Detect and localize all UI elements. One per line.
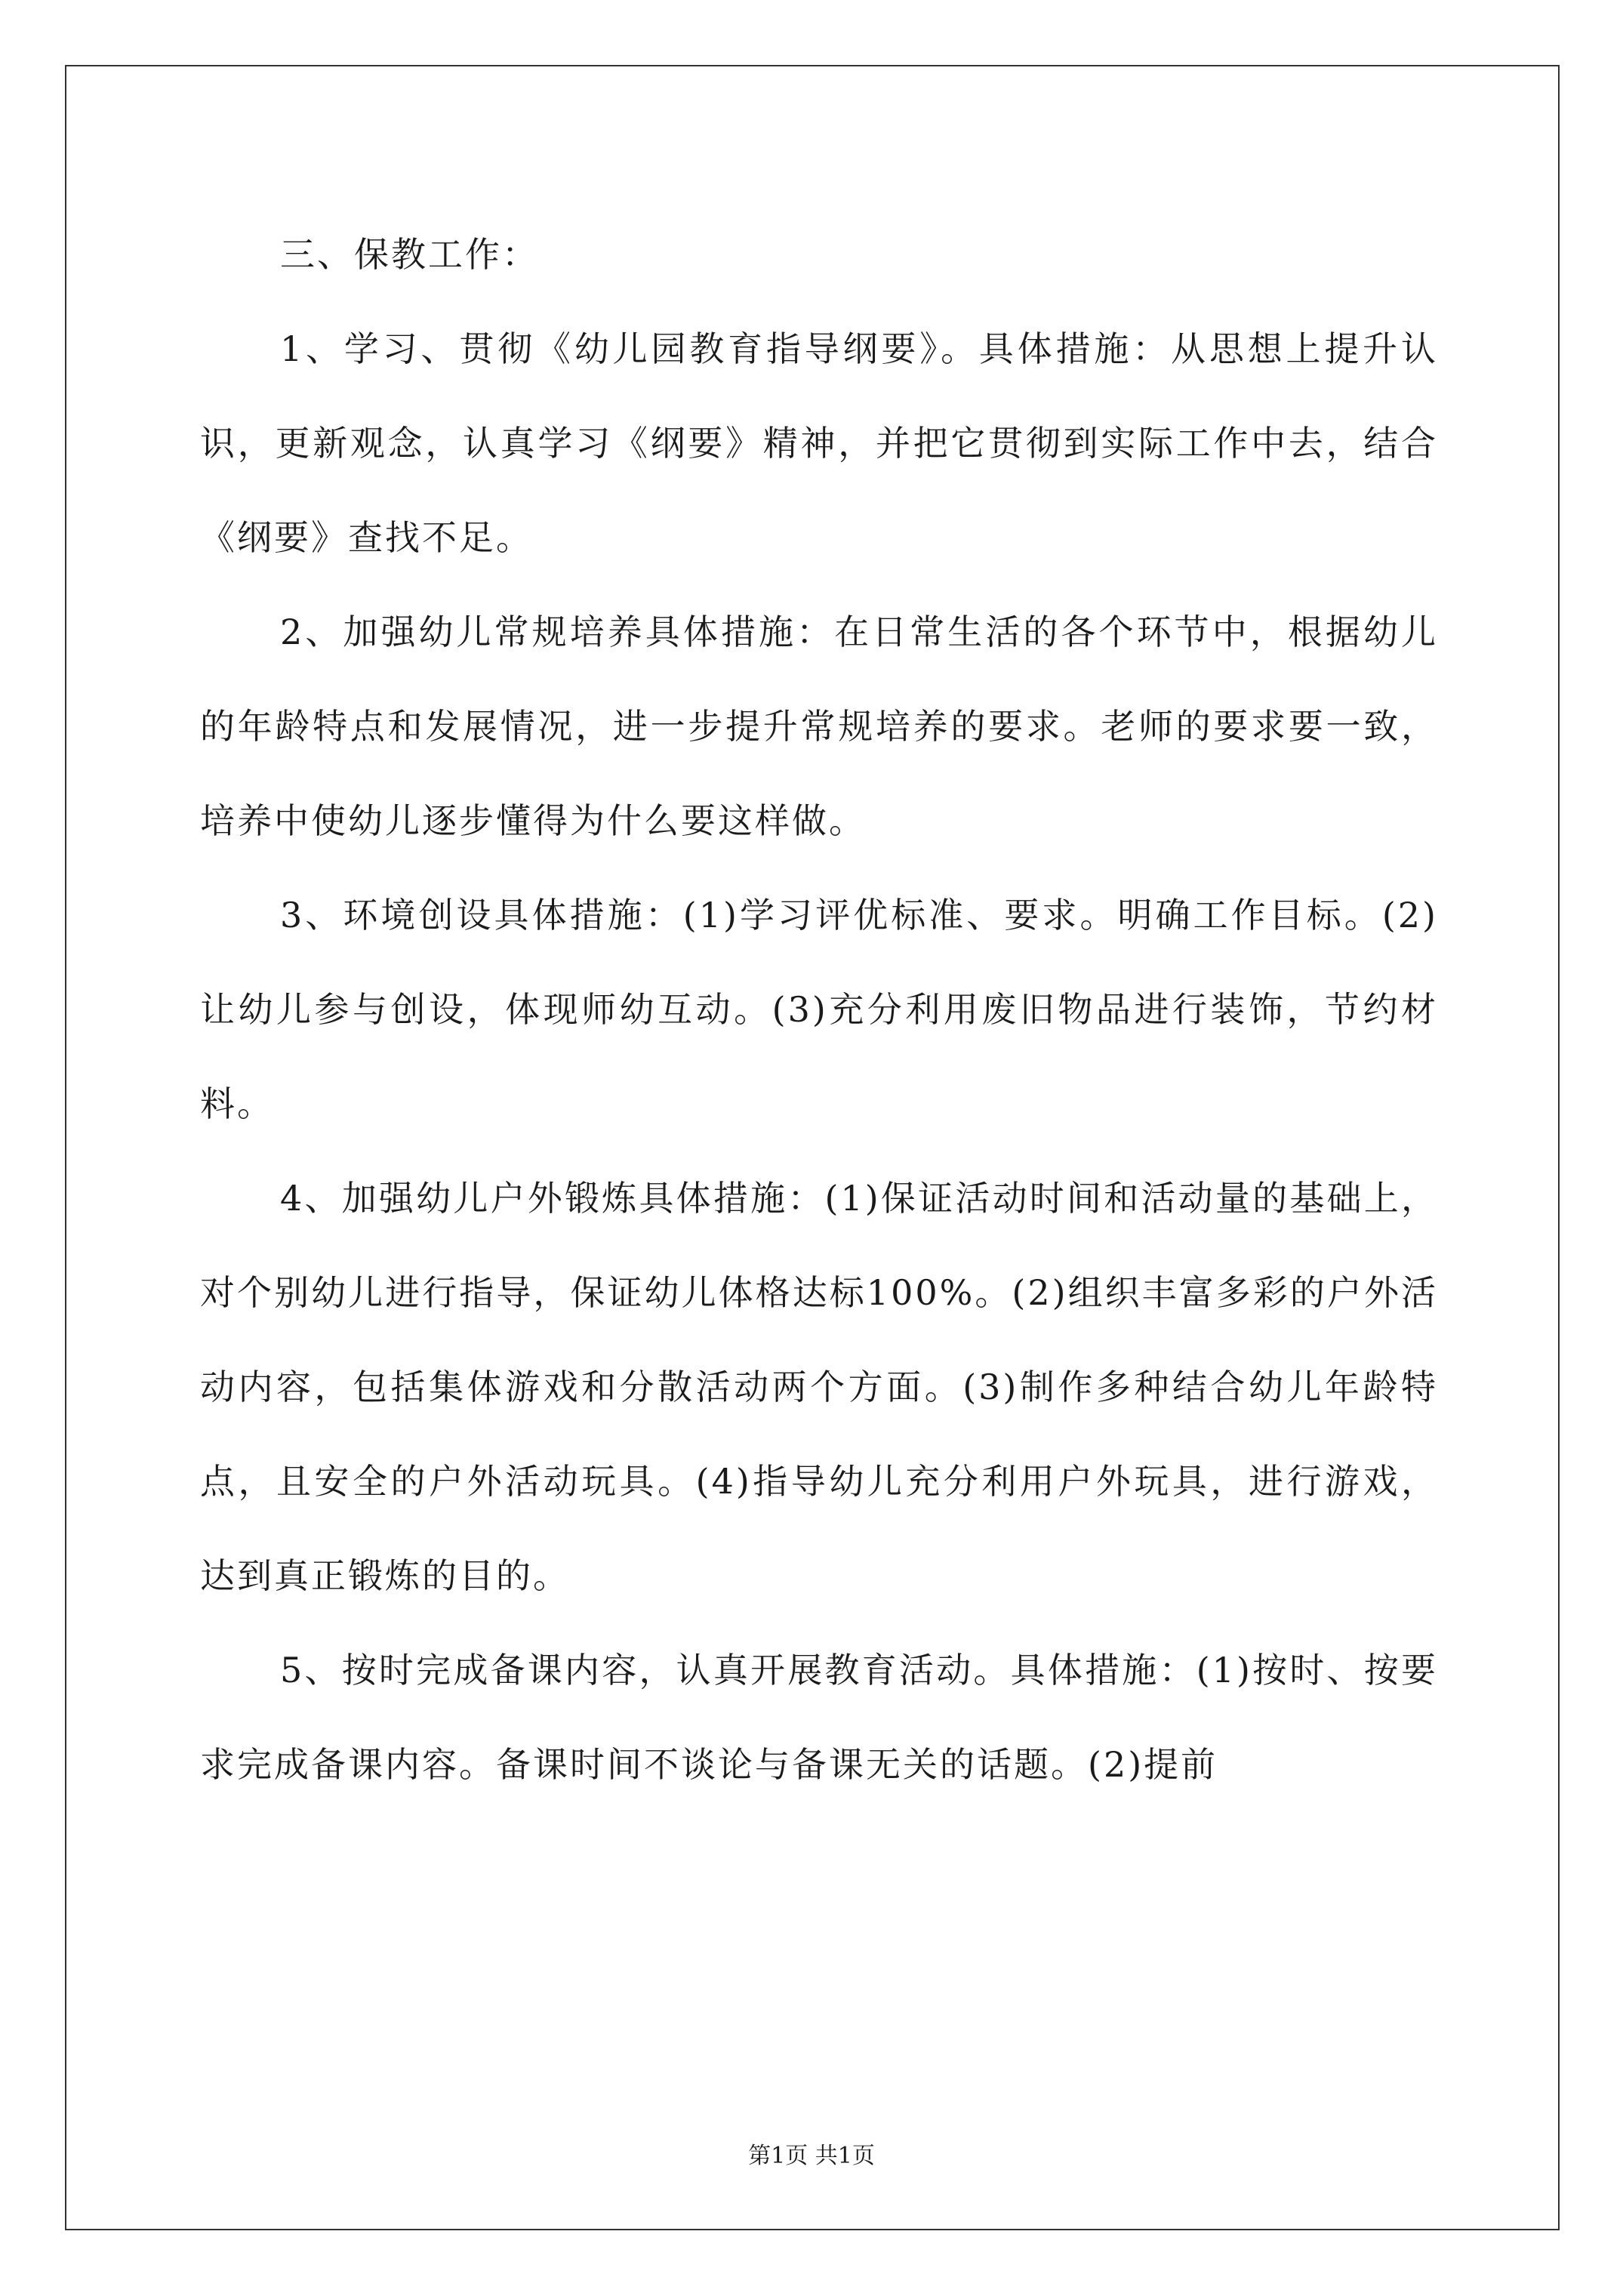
paragraph-5: 5、按时完成备课内容，认真开展教育活动。具体措施：(1)按时、按要求完成备课内容。备课时间不谈论与备课无关的话题。(2)提前 bbox=[200, 1650, 1438, 1785]
paragraph-4: 4、加强幼儿户外锻炼具体措施：(1)保证活动时间和活动量的基础上，对个别幼儿进行指导，保证幼儿体格达标100%。(2)组织丰富多彩的户外活动内容，包括集体游戏和分散活动两个方面。(3)制作多种结合幼儿年龄特点，且安全的户外活动玩具。(4)指导幼儿充分利用户外玩具，进行游戏，达到真正锻炼的目的。 bbox=[200, 1178, 1438, 1596]
paragraph-1: 1、学习、贯彻《幼儿园教育指导纲要》。具体措施：从思想上提升认识，更新观念，认真学习《纲要》精神，并把它贯彻到实际工作中去，结合《纲要》查找不足。 bbox=[200, 328, 1438, 558]
page-footer: 第1页 共1页 bbox=[748, 2143, 875, 2169]
paragraph-2: 2、加强幼儿常规培养具体措施：在日常生活的各个环节中，根据幼儿的年龄特点和发展情况，进一步提升常规培养的要求。老师的要求要一致，培养中使幼儿逐步懂得为什么要这样做。 bbox=[200, 612, 1438, 841]
paragraph-3: 3、环境创设具体措施：(1)学习评优标准、要求。明确工作目标。(2)让幼儿参与创设，体现师幼互动。(3)充分利用废旧物品进行装饰，节约材料。 bbox=[200, 895, 1438, 1124]
section-heading: 三、保教工作： bbox=[280, 234, 539, 275]
document-body bbox=[200, 208, 1438, 1812]
